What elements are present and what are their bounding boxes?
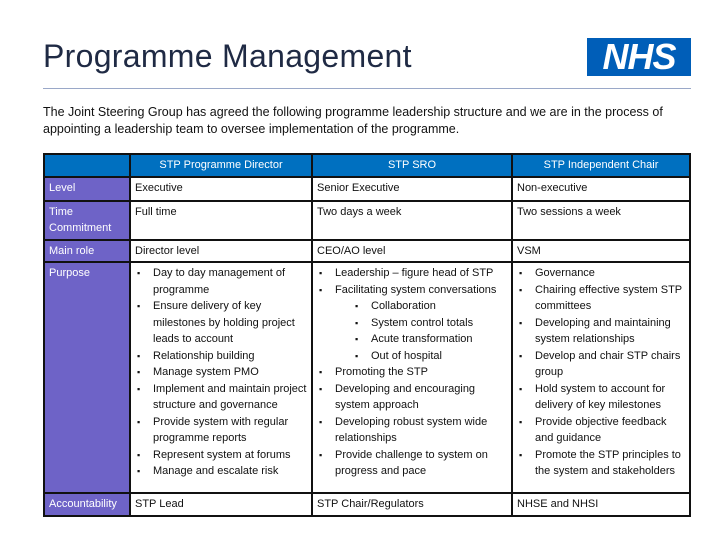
divider — [43, 88, 691, 89]
cell: Two sessions a week — [512, 201, 690, 240]
list-item: ▪ Develop and chair STP chairs group — [531, 348, 685, 381]
list-item: ▪ Provide challenge to system on progress and pace — [331, 447, 507, 480]
list-item: ▪ System control totals — [367, 315, 507, 332]
table-row — [44, 240, 690, 263]
list-item: ▪ Represent system at forums — [149, 447, 307, 464]
list-item: ▪ Leadership – figure head of STP — [331, 265, 507, 282]
row-label: Purpose — [44, 262, 130, 493]
cell: Senior Executive — [312, 177, 512, 201]
row-label: Time Commitment — [44, 201, 130, 240]
list-item: ▪ Chairing effective system STP committees — [531, 282, 685, 315]
leadership-table — [43, 153, 691, 517]
header-row — [44, 154, 690, 177]
director-purpose-list — [135, 265, 307, 480]
cell: STP Lead — [130, 493, 312, 516]
cell: VSM — [512, 240, 690, 263]
list-item: ▪ Provide system with regular programme reports — [149, 414, 307, 447]
list-item: ▪ Out of hospital — [367, 348, 507, 365]
list-item: ▪ Promote the STP principles to the system and stakeholders — [531, 447, 685, 480]
header-blank — [44, 154, 130, 177]
chair-purpose-list — [517, 265, 685, 480]
sro-purpose-list — [317, 265, 507, 480]
cell: Executive — [130, 177, 312, 201]
table-row — [44, 201, 690, 240]
list-item: ▪ Provide objective feedback and guidance — [531, 414, 685, 447]
cell: Non-executive — [512, 177, 690, 201]
header-director: STP Programme Director — [130, 154, 312, 177]
list-item: ▪ Day to day management of programme — [149, 265, 307, 298]
cell — [512, 262, 690, 493]
list-item: ▪ Collaboration — [367, 298, 507, 315]
list-item: ▪ Ensure delivery of key milestones by holding project leads to account — [149, 298, 307, 348]
list-item: ▪ Manage and escalate risk — [149, 463, 307, 480]
cell: Director level — [130, 240, 312, 263]
row-label: Accountability — [44, 493, 130, 516]
list-item: ▪ Developing robust system wide relationships — [331, 414, 507, 447]
cell: NHSE and NHSI — [512, 493, 690, 516]
nhs-logo: NHS — [587, 38, 691, 76]
cell: Full time — [130, 201, 312, 240]
list-item: ▪ Promoting the STP — [331, 364, 507, 381]
list-item: ▪ Facilitating system conversations — [331, 282, 507, 299]
sro-sub-list — [331, 298, 507, 364]
row-label: Main role — [44, 240, 130, 263]
table-row — [44, 177, 690, 201]
list-item: ▪ Governance — [531, 265, 685, 282]
cell: Two days a week — [312, 201, 512, 240]
cell: STP Chair/Regulators — [312, 493, 512, 516]
table-row — [44, 493, 690, 516]
cell — [130, 262, 312, 493]
cell: CEO/AO level — [312, 240, 512, 263]
list-item: ▪ Relationship building — [149, 348, 307, 365]
header-chair: STP Independent Chair — [512, 154, 690, 177]
list-item: ▪ Implement and maintain project structure and governance — [149, 381, 307, 414]
cell — [312, 262, 512, 493]
list-item: ▪ Acute transformation — [367, 331, 507, 348]
list-item: ▪ Developing and maintaining system relationships — [531, 315, 685, 348]
list-item: ▪ Developing and encouraging system approach — [331, 381, 507, 414]
intro-text: The Joint Steering Group has agreed the following programme leadership structure and we are in the process of appointing a leadership team to oversee implementation of the programme. — [43, 105, 663, 136]
list-item: ▪ Manage system PMO — [149, 364, 307, 381]
header-sro: STP SRO — [312, 154, 512, 177]
page-title: Programme Management — [43, 38, 412, 74]
table-row — [44, 262, 690, 493]
list-item: ▪ Hold system to account for delivery of key milestones — [531, 381, 685, 414]
row-label: Level — [44, 177, 130, 201]
